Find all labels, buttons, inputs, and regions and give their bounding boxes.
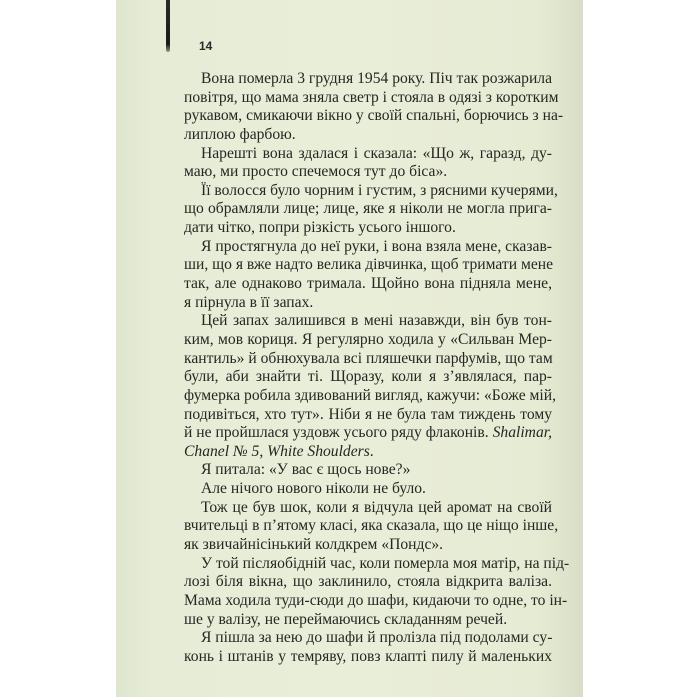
text-line: конь і штанів у темряву, повз клапті пилу й маленьких <box>184 647 552 665</box>
text-line: Цей запах залишився в мені назавжди, він був тон- <box>201 312 552 330</box>
text-segment: , <box>259 442 268 460</box>
text-segment: . <box>369 442 374 460</box>
text-line: Я простягнула до неї руки, і вона взяла мене, сказав- <box>201 237 552 255</box>
text-line: подивіться, хто тут». Ніби я не була там тиждень тому <box>184 405 552 423</box>
text-line: рукавом, смикаючи вікно у своїй спальні, борючись з на- <box>184 107 564 125</box>
text-line: Вона померла 3 грудня 1954 року. Піч так розжарила <box>201 70 552 87</box>
bookmark-ribbon <box>166 0 170 52</box>
text-line: ким, мов кориця. Я регулярно ходила у «Сильван Мер- <box>184 330 552 348</box>
text-line: повітря, що мама зняла светр і стояла в одязі з коротким <box>184 88 559 106</box>
text-line: лозі біля вікна, що заклинило, стояла відкрита валіза. <box>184 573 552 591</box>
text-line: ше у валізу, не переймаючись складанням речей. <box>184 610 508 628</box>
italic-perfume-name: Chanel № 5 <box>184 442 260 460</box>
text-line: Нарешті вона здалася і сказала: «Що ж, гаразд, ду- <box>201 144 552 162</box>
text-line: були, аби знайти ті. Щоразу, коли я з’являлася, пар- <box>184 368 552 386</box>
text-line: так, але однаково тримала. Щойно вона підняла мене, <box>184 275 552 293</box>
text-line: кантиль» й обнюхувала всі пляшечки парфумів, що там <box>184 349 553 367</box>
body-text <box>184 70 570 667</box>
text-line: Я питала: «У вас є щось нове?» <box>201 461 411 479</box>
text-line <box>184 443 552 462</box>
text-line: Тож це був шок, коли я відчула цей аромат на своїй <box>201 498 552 516</box>
text-line <box>184 424 552 443</box>
text-line: Мама ходила туди-сюди до шафи, кидаючи то одне, то ін- <box>184 591 568 609</box>
text-line: я пірнула в її запах. <box>184 293 314 311</box>
text-line: Я пішла за нею до шафи й пролізла під подолами су- <box>201 629 553 647</box>
text-line: маю, ми просто спечемося тут до біса». <box>184 163 448 181</box>
text-line: Але нічого нового ніколи не було. <box>201 480 426 498</box>
text-line: як звичайнісінький колдкрем «Пондс». <box>184 536 444 554</box>
italic-perfume-name: White Shoulders <box>267 442 370 460</box>
text-line: Її волосся було чорним і густим, з рясними кучерями, <box>201 181 558 199</box>
text-line: ши, що я вже надто велика дівчинка, щоб тримати мене <box>184 256 554 274</box>
text-line: вчительці в п’ятому класі, яка сказала, що це ніщо інше, <box>184 517 559 535</box>
text-line: дати чітко, попри різкість усього іншого. <box>184 219 456 237</box>
page-number: 14 <box>199 39 213 53</box>
italic-perfume-name: Shalimar, <box>492 424 552 442</box>
text-line: липлою фарбою. <box>184 125 296 143</box>
text-line: У той післяобідній час, коли померла моя матір, на під- <box>201 554 570 572</box>
text-segment: й не пройшлася уздовж усього ряду флаконів. <box>184 424 489 442</box>
text-line: фумерка робила здивований вигляд, кажучи: «Боже мій, <box>184 386 556 404</box>
text-line: що обрамляли лице; лице, яке я ніколи не могла прига- <box>184 200 552 218</box>
